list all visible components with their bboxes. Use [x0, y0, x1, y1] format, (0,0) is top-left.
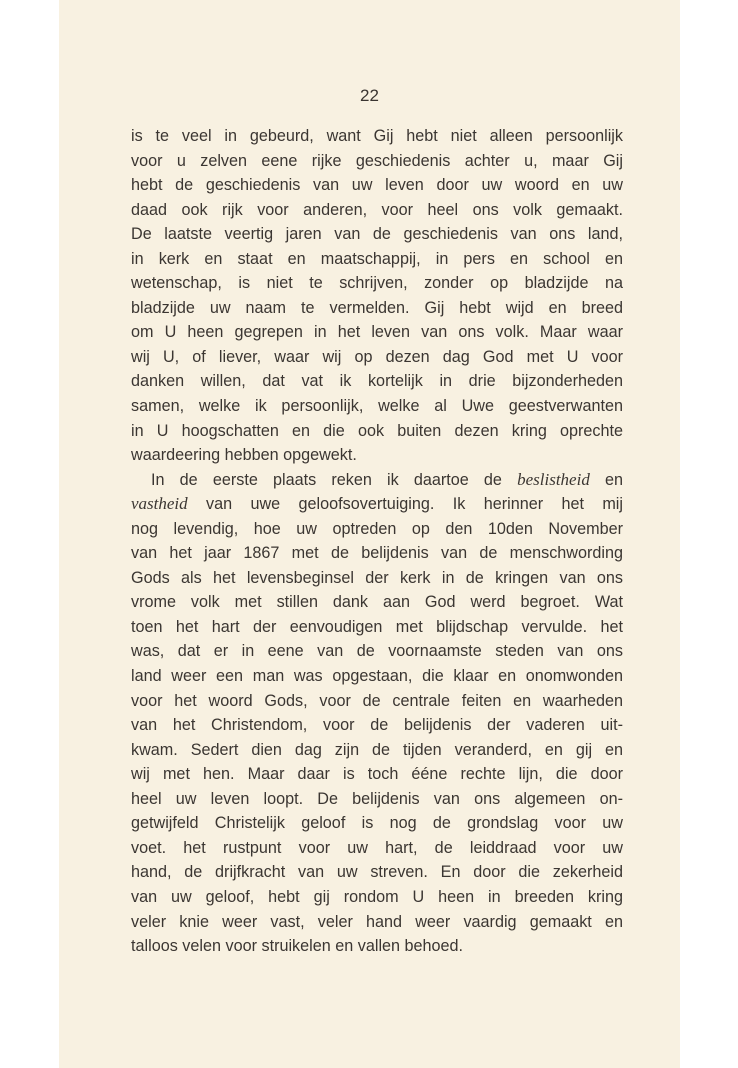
body-text [131, 124, 623, 959]
text-line: wij U, of liever, waar wij op dezen dag God met U voor [131, 347, 623, 366]
text-line: voor het woord Gods, voor de centrale feiten en waarheden [131, 691, 623, 710]
text-line: van het jaar 1867 met de belijdenis van de menschwording [131, 544, 623, 563]
text-line: De laatste veertig jaren van de geschiedenis van ons land, [131, 225, 623, 244]
book-page [59, 0, 680, 1068]
text-line [131, 468, 623, 493]
text-run: In de eerste plaats reken ik daartoe de [151, 470, 502, 489]
text-line: hebt de geschiedenis van uw leven door uw woord en uw [131, 176, 623, 195]
text-line: samen, welke ik persoonlijk, welke al Uwe geestverwanten [131, 397, 623, 416]
text-line: nog levendig, hoe uw optreden op den 10den November [131, 519, 623, 538]
text-line: wij met hen. Maar daar is toch ééne rechte lijn, die door [131, 765, 623, 784]
emphasis-beslistheid: beslistheid [517, 469, 590, 489]
text-line [131, 492, 623, 517]
text-line: was, dat er in eene van de voornaamste steden van ons [131, 642, 623, 661]
text-line: voet. het rustpunt voor uw hart, de leiddraad voor uw [131, 838, 623, 857]
text-line: is te veel in gebeurd, want Gij hebt niet alleen persoonlijk [131, 127, 623, 145]
text-line: toen het hart der eenvoudigen met blijdschap vervulde. het [131, 617, 623, 636]
text-line: wetenschap, is niet te schrijven, zonder op bladzijde na [131, 274, 623, 293]
text-line: in kerk en staat en maatschappij, in pers en school en [131, 249, 623, 268]
text-line: van uw geloof, hebt gij rondom U heen in breeden kring [131, 887, 623, 906]
text-line: bladzijde uw naam te vermelden. Gij hebt wijd en breed [131, 298, 623, 317]
text-line: vrome volk met stillen dank aan God werd begroet. Wat [131, 593, 623, 612]
text-line: veler knie weer vast, veler hand weer vaardig gemaakt en [131, 912, 623, 931]
text-line: van het Christendom, voor de belijdenis der vaderen uit- [131, 716, 623, 735]
text-line: in U hoogschatten en die ook buiten dezen kring oprechte [131, 421, 623, 440]
text-line: hand, de drijfkracht van uw streven. En door die zekerheid [131, 863, 623, 882]
text-line: kwam. Sedert dien dag zijn de tijden veranderd, en gij en [131, 740, 623, 759]
text-line: talloos velen voor struikelen en vallen behoed. [131, 937, 464, 956]
text-line: land weer een man was opgestaan, die klaar en onomwonden [131, 667, 623, 686]
text-run: van uwe geloofsovertuiging. Ik herinner het mij [206, 495, 623, 514]
text-line: waardeering hebben opgewekt. [131, 446, 357, 465]
emphasis-vastheid: vastheid [131, 494, 188, 514]
page-number: 22 [360, 86, 379, 105]
text-line: om U heen gegrepen in het leven van ons volk. Maar waar [131, 323, 623, 342]
text-line: danken willen, dat vat ik kortelijk in drie bijzonderheden [131, 372, 623, 391]
text-line: Gods als het levensbeginsel der kerk in de kringen van ons [131, 568, 623, 587]
text-run: en [605, 470, 624, 489]
text-line: heel uw leven loopt. De belijdenis van ons algemeen on- [131, 789, 623, 808]
text-line: voor u zelven eene rijke geschiedenis achter u, maar Gij [131, 151, 623, 170]
text-line: daad ook rijk voor anderen, voor heel ons volk gemaakt. [131, 200, 623, 219]
text-line: getwijfeld Christelijk geloof is nog de grondslag voor uw [131, 814, 623, 833]
